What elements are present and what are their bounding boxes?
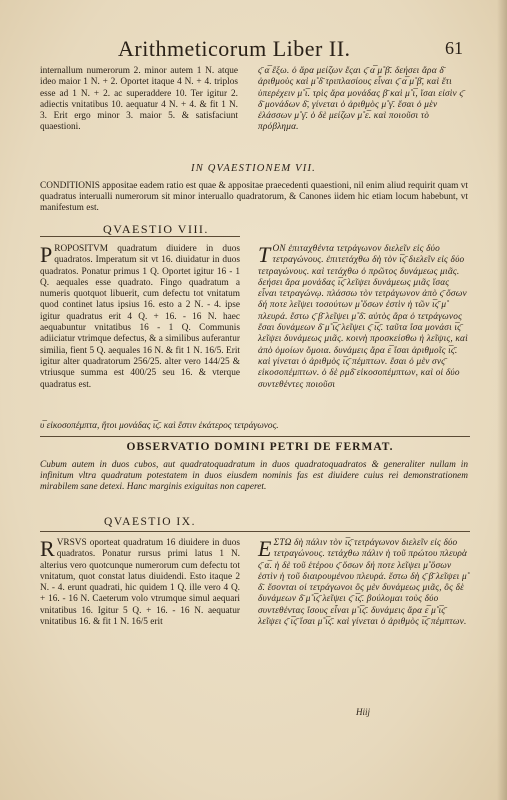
section-rule — [40, 531, 470, 532]
question-9-heading: QVAESTIO IX. — [104, 516, 196, 528]
greek-continuation: ς̄ α̅ ἕξω. ὁ ἄρα μείζων ἔςαι ς̄ α̅ μ̊ β̄. δεήσει ἄρα δ̄ ἀριθμοὺς καὶ μ̊ δ̄ τριπλασίους εἶναι ς̄ α̅ μ̊ β̄, καὶ ἔτι ὑπερέχειν μ̊ ι̅. τρὶς ἄρα μονάδας β̄ καὶ μ̊ ι̅, ἴσαι εἰσὶν ς̄ δ̄ μονάδων δ̄, γίνεται ὁ ἀριθμὸς μ̊ γ̄. ἔσαι ὁ μὲν ἐλάσσων μ̊ γ̄. ὁ δὲ μείζων μ̊ ε̅. καὶ ποιοῦσι τὸ πρόβλημα. — [258, 66, 464, 133]
latin-continuation: internallum numerorum 2. minor autem 1 N. atque ideo maior 1 N. + 2. Oportet itaque 4 N. + 4. triplos esse ad 1 N. + 2. ac superaddere 10. Ter igitur 2. adiectis vnitatibus 10. aequatur 4 N. + 4. & fit 1 N. 3. Erit ergo minor 3. maior 5. & satisfaciunt quaestioni. — [40, 66, 238, 133]
drop-cap: P — [40, 242, 53, 267]
column-rule — [40, 236, 240, 237]
drop-cap: Ε — [258, 536, 272, 561]
section-rule — [40, 436, 470, 437]
question-9-latin-text: VRSVS oporteat quadratum 16 diuidere in duos quadratos. Ponatur rursus primi latus 1 N. alterius vero quotcunque numerorum cum defectu tot vnitatum, quot constat latus diuidendi. Esto itaque 2 N. - 4. erunt quadrati, hic quidem 1 Q. ille vero 4 Q. + 16. - 16 N. Caeterum volo vtrumque simul aequari vnitatibus 16. Igitur 5 Q. + 16. - 16 N. aequatur vnitatibus 16. & fit 1 N. 16/5 erit — [40, 538, 240, 628]
commentary-heading: IN QVAESTIONEM VII. — [191, 163, 316, 174]
drop-cap: Τ — [258, 242, 271, 267]
fermat-observation-heading: OBSERVATIO DOMINI PETRI DE FERMAT. — [126, 441, 394, 453]
page-edge-shadow — [497, 0, 507, 800]
running-title: Arithmeticorum Liber II. — [118, 36, 351, 61]
question-8-latin — [40, 244, 240, 391]
question-8-greek — [258, 244, 470, 391]
fermat-observation-text: Cubum autem in duos cubos, aut quadratoquadratum in duos quadratoquadratos & generaliter nullam in infinitum vltra quadratum potestatem in duos eiusdem nominis fas est diuidere cuius rei demonstrationem mirabilem sane detexi. Hanc marginis exiguitas non caperet. — [40, 460, 468, 493]
question-8-greek-text: ΟΝ ἐπιταχθέντα τετράγωνον διελεῖν εἰς δύο τετραγώνους. ἐπιτετάχθω δὴ τὸν ι̅ς̄ διελεῖν εἰς δύο τετραγώνους. καὶ τετάχθω ὁ πρῶτος δυνάμεως μιᾶς. δεήσει ἄρα μονάδας ι̅ς̄ λεῖψει δυνάμεως μιᾶς ἴσας εἶναι τετραγώνῳ. πλάσσω τὸν τετράγωνον ἀπὸ ς̄ ὅσων δή ποτε λεῖψει τοσούτων μ̊ ὅσων ἐστὶν ἡ τῶν ι̅ς̄ μ̊ πλευρά. ἔστω ς̄ β̄ λεῖψει μ̊ δ̄. αὐτὸς ἄρα ὁ τετράγωνος ἔσαι δυνάμεων δ̄ μ̊ ι̅ς̄ λεῖψει ς̄ ι̅ς̄. ταῦτα ἴσα μονάσι ι̅ς̄ λεῖψει δυνάμεως μιᾶς. κοινὴ προσκείσθω ἡ λεῖψις, καὶ ἀπὸ ὁμοίων ὅμοια. δυνάμεις ἄρα ε̅ ἴσαι ἀριθμοῖς ι̅ς̄. καὶ γίνεται ὁ ἀριθμὸς ι̅ς̄ πέμπτων. ἔσαι ὁ μὲν σνς̄ εἰκοσοπέμπτων. ὁ δὲ ρμδ̄ εἰκοσοπέμπτων, καὶ οἱ δύο συντεθέντες ποιοῦσι — [258, 244, 468, 390]
question-9-greek — [258, 538, 470, 628]
page-number: 61 — [445, 38, 463, 58]
signature-mark: Hiij — [356, 707, 371, 717]
commentary-text: CONDITIONIS appositae eadem ratio est quae & appositae praecedenti quaestioni, nil enim aliud requirit quam vt quadratus interualli numerorum sit minor interuallo quadratorum, & Canones iidem hic etiam locum habebunt, vt manifestum est. — [40, 181, 468, 214]
question-8-latin-text: ROPOSITVM quadratum diuidere in duos quadratos. Imperatum sit vt 16. diuidatur in duos quadratos. Ponatur primus 1 Q. Oportet igitur 16 - 1 Q. aequales esse quadrato. Fingo quadratum a numeris quotquot libuerit, cum defectu tot vnitatum quod continet latus ipsius 16. esto a 2 N. - 4. ipse igitur quadratus erit 4 Q. + 16. - 16 N. haec aequabuntur vnitatibus 16 - 1 Q. Communis adiiciatur vtrimque defectus, & a similibus auferantur similia, fient 5 Q. aequales 16 N. & fit 1 N. 16/5. Erit igitur alter quadratorum 256/25. alter vero 144/25 & vtriusque summa est 400/25 seu 16. & vterque quadratus est. — [40, 244, 240, 390]
question-8-heading: QVAESTIO VIII. — [103, 222, 209, 236]
question-8-greek-tail: υ̅ εἰκοσοπέμπτα, ἤτοι μονάδας ι̅ς̄. καὶ ἔστιν ἑκάτερος τετράγωνος. — [40, 421, 279, 431]
question-9-latin — [40, 538, 240, 628]
drop-cap: R — [40, 536, 55, 561]
question-9-greek-text: ΣΤΩ δὴ πάλιν τὸν ι̅ς̄ τετράγωνον διελεῖν εἰς δύο τετραγώνους. τετάχθω πάλιν ἡ τοῦ πρώτου πλευρὰ ς̄ α̅. ἡ δὲ τοῦ ἑτέρου ς̄ ὅσων δή ποτε λεῖψει μ̊ ὅσων ἐστὶν ἡ τοῦ διαιρουμένου πλευρά. ἔστω δὴ ς̄ β̄ λεῖψει μ̊ δ̄. ἔσονται οἱ τετράγωνοι ὃς μὲν δυνάμεως μιᾶς, ὃς δὲ δυνάμεων δ̄ μ̊ ι̅ς̄ λεῖψει ς̄ ι̅ς̄. βούλομαι τοὺς δύο συντεθέντας ἴσους εἶναι μ̊ ι̅ς̄. δυνάμεις ἄρα ε̅ μ̊ ι̅ς̄ λεῖψει ς̄ ι̅ς̄ ἴσαι μ̊ ι̅ς̄. καὶ γίνεται ὁ ἀριθμὸς ι̅ς̄ πέμπτων. — [258, 538, 468, 628]
